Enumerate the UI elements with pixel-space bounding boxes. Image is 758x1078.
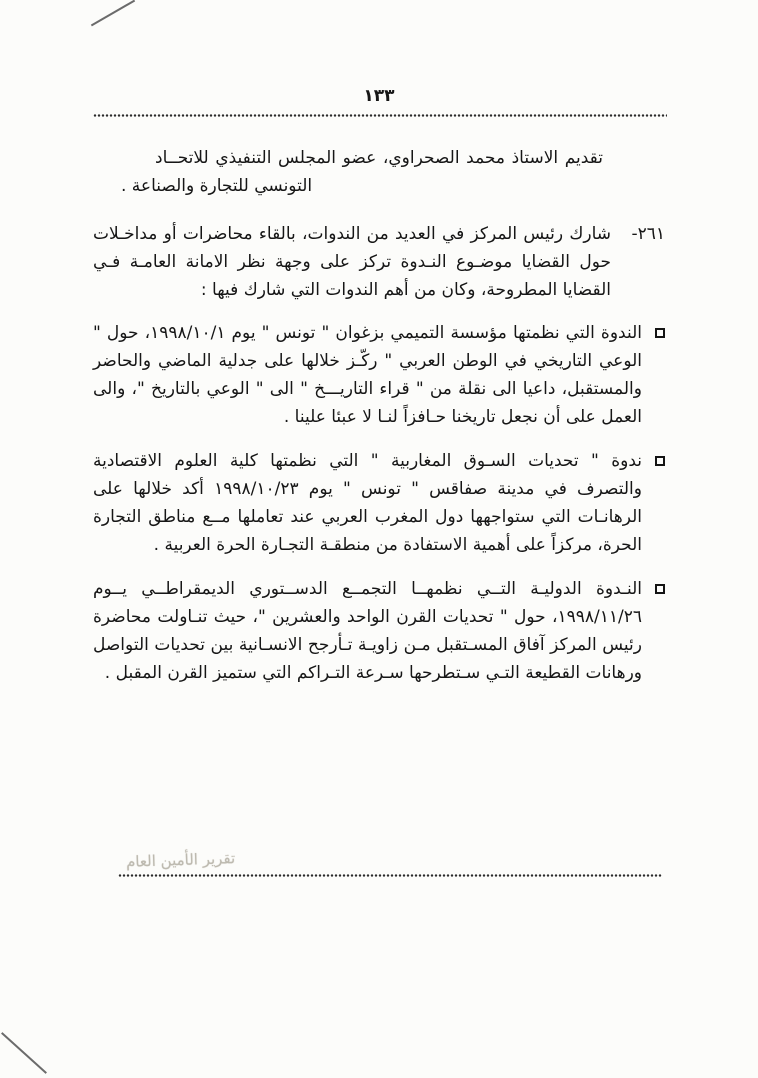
scan-artifact-top xyxy=(91,0,135,26)
top-divider xyxy=(93,114,667,117)
square-bullet-icon xyxy=(655,456,665,466)
square-bullet-icon xyxy=(655,328,665,338)
list-item-text: النـدوة الدوليـة التــي نظمهــا التجمــع الدســتوري الديمقراطــي يــوم ١٩٩٨/١١/٢٦، حول " تحديات القرن الواحد والعشرين "، حيث تنـاولت محاضرة رئيس المركز آفاق المسـتقبل مـن زاويـة تـأرجح الانسـانية بين تحديات التواصل ورهانات القطيعة التـي سـتطرحها سـرعة التـراكم التي ستميز القرن المقبل . xyxy=(93,579,642,683)
footer-divider xyxy=(118,874,662,877)
intro-line-2: التونسي للتجارة والصناعة . xyxy=(121,176,313,196)
list-item xyxy=(93,447,665,559)
numbered-paragraph-261 xyxy=(93,220,665,304)
list-item-text: الندوة التي نظمتها مؤسسة التميمي بزغوان " تونس " يوم ١٩٩٨/١٠/١، حول " الوعي التاريخي في الوطن العربي " ركّـز خلالها على جدلية الماضي والحاضر والمستقبل، داعيا الى نقلة من " قراء التاريـــخ " الى " الوعي بالتاريخ "، والى العمل على أن نجعل تاريخنا حـافزاً لنـا لا عبئا علينا . xyxy=(93,323,642,427)
intro-line-1: تقديم الاستاذ محمد الصحراوي، عضو المجلس التنفيذي للاتحــاد xyxy=(155,148,603,168)
intro-paragraph xyxy=(93,144,665,200)
list-item xyxy=(93,319,665,431)
paragraph-text: شارك رئيس المركز في العديد من الندوات، بالقاء محاضرات أو مداخـلات حول القضايا موضـوع النـدوة تركز على وجهة نظر الامانة العامـة فـي القضايا المطروحة، وكان من أهم الندوات التي شارك فيها : xyxy=(93,224,611,300)
handwritten-note: تقرير الأمين العام xyxy=(125,849,236,871)
paragraph-number: ٢٦١- xyxy=(631,224,665,244)
list-item xyxy=(93,575,665,687)
document-body xyxy=(93,144,665,703)
page-number: ١٣٣ xyxy=(363,86,395,106)
scan-artifact-corner xyxy=(1,1032,47,1074)
list-item-text: ندوة " تحديات السـوق المغاربية " التي نظمتها كلية العلوم الاقتصادية والتصرف في مدينة صفاقس " تونس " يوم ١٩٩٨/١٠/٢٣ أكد خلالها على الرهانـات التي ستواجهها دول المغرب العربي عند تعاملها مــع مناطق التجارة الحرة، مركزاً على أهمية الاستفادة من منطقـة التجـارة الحرة العربية . xyxy=(93,451,642,555)
square-bullet-icon xyxy=(655,584,665,594)
